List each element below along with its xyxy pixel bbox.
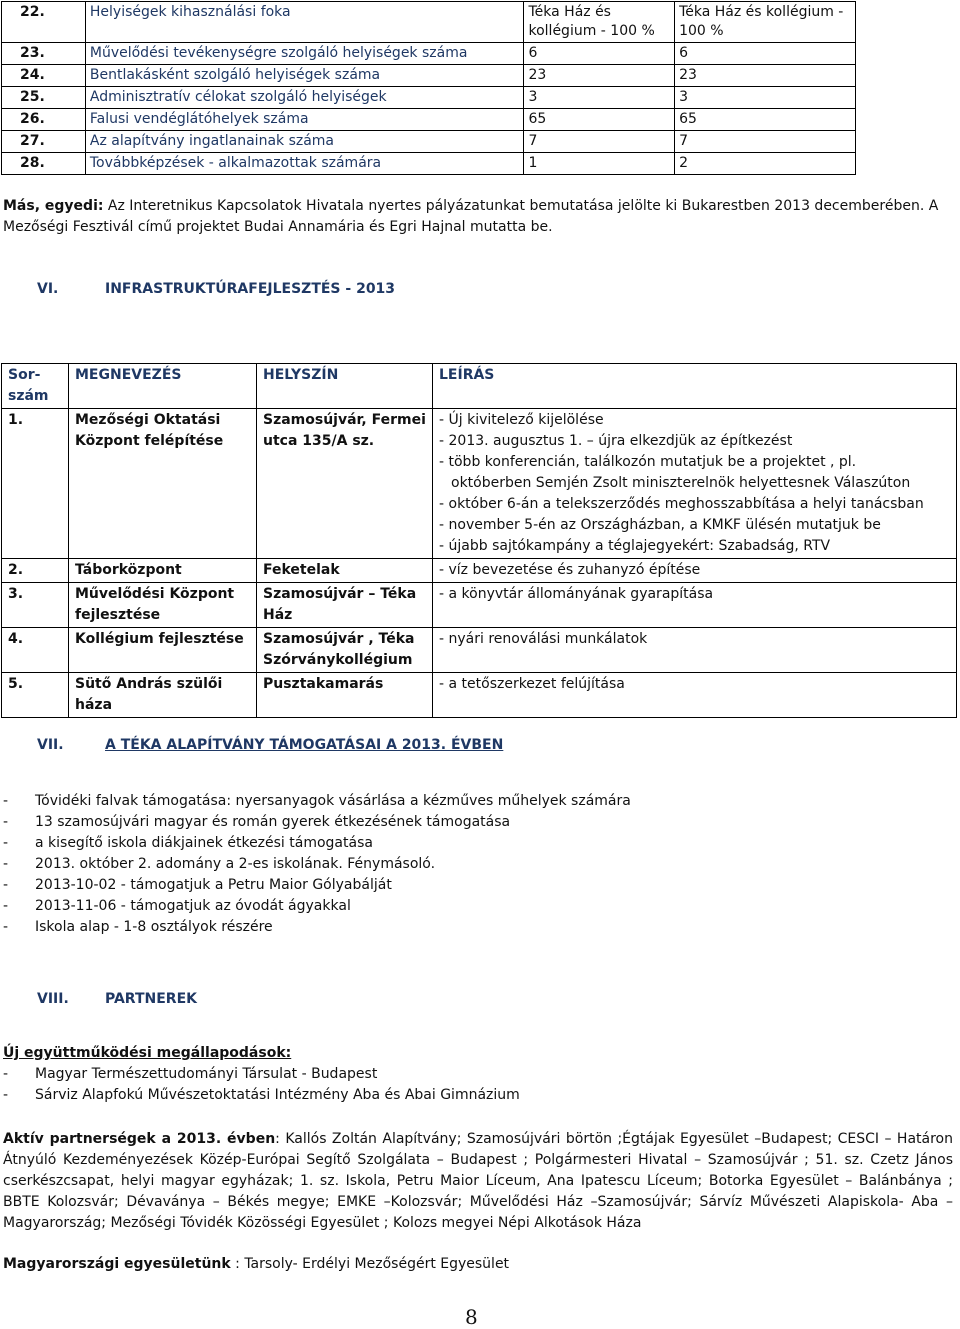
row-value-2: 65 (675, 109, 856, 131)
support-item (3, 875, 631, 896)
row-value-2: 7 (675, 131, 856, 153)
statistics-row (2, 153, 856, 175)
infra-description-line: - Új kivitelező kijelölése (439, 412, 604, 428)
statistics-row (2, 109, 856, 131)
support-item (3, 896, 631, 917)
bullet-dash: - (3, 835, 9, 851)
statistics-row (2, 65, 856, 87)
row-number: 25. (2, 87, 86, 109)
support-item (3, 854, 631, 875)
infra-description (433, 559, 957, 583)
bullet-dash: - (3, 898, 9, 914)
infra-description-line: - 2013. augusztus 1. – újra elkezdjük az építkezést (439, 433, 793, 449)
support-item (3, 791, 631, 812)
row-label: Továbbképzések - alkalmazottak számára (85, 153, 524, 175)
other-paragraph (3, 196, 953, 238)
active-partnerships-text: : Kallós Zoltán Alapítvány; Szamosújvári börtön ;Égtájak Egyesület –Budapest; CESCI – Határon Átnyúló Kezdeményezések Közép-Európai Segítő Szolgálata – Budapest ; Polgármesteri Hivatal – Szamosújvár ; 51. sz. Czetz János cserkészcsapat, helyi magyar egyházak; 1. sz. Iskola, Petru Maior Líceum, Ana Ipatescu Líceum; Botorka Egyesület – Balánbánya ; BBTE Kolozsvár; Dévaványa – Békés megye; EMKE –Kolozsvár; Művelődési Ház –Szamosújvár; Sárvíz Művészeti Alapiskola- Aba – Magyarország; Mezőségi Tóvidék Közösségi Egyesület ; Kolozs megyei Népi Alkotások Háza (3, 1131, 953, 1231)
section-vi-title: INFRASTRUKTÚRAFEJLESZTÉS - 2013 (105, 281, 396, 297)
infrastructure-row (2, 583, 957, 628)
infra-name: Táborközpont (69, 559, 257, 583)
infrastructure-row (2, 673, 957, 718)
row-value-2: Téka Ház és kollégium - 100 % (675, 2, 856, 43)
section-viii-number: VIII. (37, 991, 69, 1007)
infra-description (433, 583, 957, 628)
row-value-1: 65 (524, 109, 675, 131)
support-item-text: a kisegítő iskola diákjainek étkezési támogatása (35, 835, 373, 851)
header-description: LEÍRÁS (433, 364, 957, 409)
new-agreements-title: Új együttműködési megállapodások: (3, 1045, 292, 1061)
support-item-text: Iskola alap - 1-8 osztályok részére (35, 919, 273, 935)
statistics-row (2, 2, 856, 43)
infra-description-line: - november 5-én az Országházban, a KMKF ülésén mutatjuk be (439, 517, 881, 533)
statistics-row (2, 43, 856, 65)
infrastructure-row (2, 628, 957, 673)
infrastructure-row (2, 409, 957, 559)
row-label: Művelődési tevékenységre szolgáló helyiségek száma (85, 43, 524, 65)
page-number: 8 (465, 1305, 478, 1329)
infra-place: Szamosújvár – Téka Ház (257, 583, 433, 628)
row-label: Az alapítvány ingatlanainak száma (85, 131, 524, 153)
hungarian-association (3, 1254, 953, 1275)
infrastructure-table (1, 363, 957, 718)
row-label: Bentlakásként szolgáló helyiségek száma (85, 65, 524, 87)
active-partnerships-label: Aktív partnerségek a 2013. évben (3, 1131, 276, 1147)
bullet-dash: - (3, 1087, 9, 1103)
row-value-1: 7 (524, 131, 675, 153)
infra-name: Mezőségi Oktatási Központ felépítése (69, 409, 257, 559)
row-value-2: 23 (675, 65, 856, 87)
infra-description-line: - nyári renoválási munkálatok (439, 631, 648, 647)
support-item-text: Tóvidéki falvak támogatása: nyersanyagok vásárlása a kézműves műhelyek számára (35, 793, 631, 809)
infra-description-line: - október 6-án a telekszerződés meghosszabbítása a helyi tanácsban (439, 496, 924, 512)
infra-description (433, 673, 957, 718)
row-number: 28. (2, 153, 86, 175)
support-item-text: 2013. október 2. adomány a 2-es iskolának. Fénymásoló. (35, 856, 436, 872)
row-number: 23. (2, 43, 86, 65)
row-value-1: 23 (524, 65, 675, 87)
other-label: Más, egyedi: (3, 198, 104, 214)
infrastructure-row (2, 559, 957, 583)
row-value-2: 6 (675, 43, 856, 65)
support-item-text: 13 szamosújvári magyar és román gyerek étkezésének támogatása (35, 814, 511, 830)
statistics-row (2, 87, 856, 109)
support-item (3, 833, 631, 854)
infra-place: Feketelak (257, 559, 433, 583)
infra-place: Szamosújvár, Fermei utca 135/A sz. (257, 409, 433, 559)
hungarian-association-label: Magyarországi egyesületünk (3, 1256, 231, 1272)
other-text: Az Interetnikus Kapcsolatok Hivatala nyertes pályázatunkat bemutatása jelölte ki Bukarestben 2013 decemberében. A Mezőségi Fesztivál című projektet Budai Annamária és Egri Hajnal mutatta be. (3, 198, 939, 235)
infra-description-line: - a könyvtár állományának gyarapítása (439, 586, 714, 602)
bullet-dash: - (3, 793, 9, 809)
row-value-2: 2 (675, 153, 856, 175)
statistics-row (2, 131, 856, 153)
row-value-1: 3 (524, 87, 675, 109)
row-label: Falusi vendéglátóhelyek száma (85, 109, 524, 131)
section-vi-number: VI. (37, 281, 59, 297)
agreement-item-text: Sárviz Alapfokú Művészetoktatási Intézmény Aba és Abai Gimnázium (35, 1087, 520, 1103)
agreement-item-text: Magyar Természettudományi Társulat - Budapest (35, 1066, 378, 1082)
section-viii-title: PARTNEREK (105, 991, 197, 1007)
row-value-1: 1 (524, 153, 675, 175)
infra-place: Szamosújvár , Téka Szórványkollégium (257, 628, 433, 673)
infra-place: Pusztakamarás (257, 673, 433, 718)
section-vii-title: A TÉKA ALAPÍTVÁNY TÁMOGATÁSAI A 2013. ÉVBEN (105, 737, 504, 753)
statistics-table (1, 1, 856, 175)
section-vii-number: VII. (37, 737, 64, 753)
bullet-dash: - (3, 1066, 9, 1082)
support-item-text: 2013-11-06 - támogatjuk az óvodát ágyakkal (35, 898, 351, 914)
header-number: Sor-szám (2, 364, 69, 409)
row-value-1: Téka Ház és kollégium - 100 % (524, 2, 675, 43)
support-item-text: 2013-10-02 - támogatjuk a Petru Maior Gólyabálját (35, 877, 392, 893)
row-label: Adminisztratív célokat szolgáló helyiségek (85, 87, 524, 109)
infrastructure-header-row (2, 364, 957, 409)
infra-description (433, 628, 957, 673)
header-place: HELYSZÍN (257, 364, 433, 409)
bullet-dash: - (3, 877, 9, 893)
support-item (3, 812, 631, 833)
infra-number: 1. (2, 409, 69, 559)
row-number: 24. (2, 65, 86, 87)
new-agreements-list (3, 1064, 520, 1106)
agreement-item (3, 1085, 520, 1106)
support-item (3, 917, 631, 938)
infra-description (433, 409, 957, 559)
bullet-dash: - (3, 919, 9, 935)
infra-description-line: - a tetőszerkezet felújítása (439, 676, 625, 692)
infra-description-line: októberben Semjén Zsolt miniszterelnök helyettesnek Válaszúton (451, 475, 911, 491)
active-partnerships (3, 1129, 953, 1234)
hungarian-association-text: : Tarsoly- Erdélyi Mezőségért Egyesület (230, 1256, 510, 1272)
header-name: MEGNEVEZÉS (69, 364, 257, 409)
row-value-1: 6 (524, 43, 675, 65)
bullet-dash: - (3, 814, 9, 830)
infra-name: Művelődési Központ fejlesztése (69, 583, 257, 628)
section-vii-heading (37, 737, 503, 753)
infra-description-line: - több konferencián, találkozón mutatjuk be a projektet , pl. (439, 454, 857, 470)
infra-number: 2. (2, 559, 69, 583)
section-viii-heading (37, 991, 197, 1007)
agreement-item (3, 1064, 520, 1085)
bullet-dash: - (3, 856, 9, 872)
row-number: 22. (2, 2, 86, 43)
row-number: 27. (2, 131, 86, 153)
row-value-2: 3 (675, 87, 856, 109)
infra-name: Kollégium fejlesztése (69, 628, 257, 673)
support-list (3, 791, 631, 938)
infra-description-line: - újabb sajtókampány a téglajegyekért: Szabadság, RTV (439, 538, 831, 554)
row-number: 26. (2, 109, 86, 131)
infra-number: 4. (2, 628, 69, 673)
infra-description-line: - víz bevezetése és zuhanyzó építése (439, 562, 701, 578)
section-vi-heading (37, 281, 395, 297)
row-label: Helyiségek kihasználási foka (85, 2, 524, 43)
infra-name: Sütő András szülői háza (69, 673, 257, 718)
infra-number: 3. (2, 583, 69, 628)
infra-number: 5. (2, 673, 69, 718)
